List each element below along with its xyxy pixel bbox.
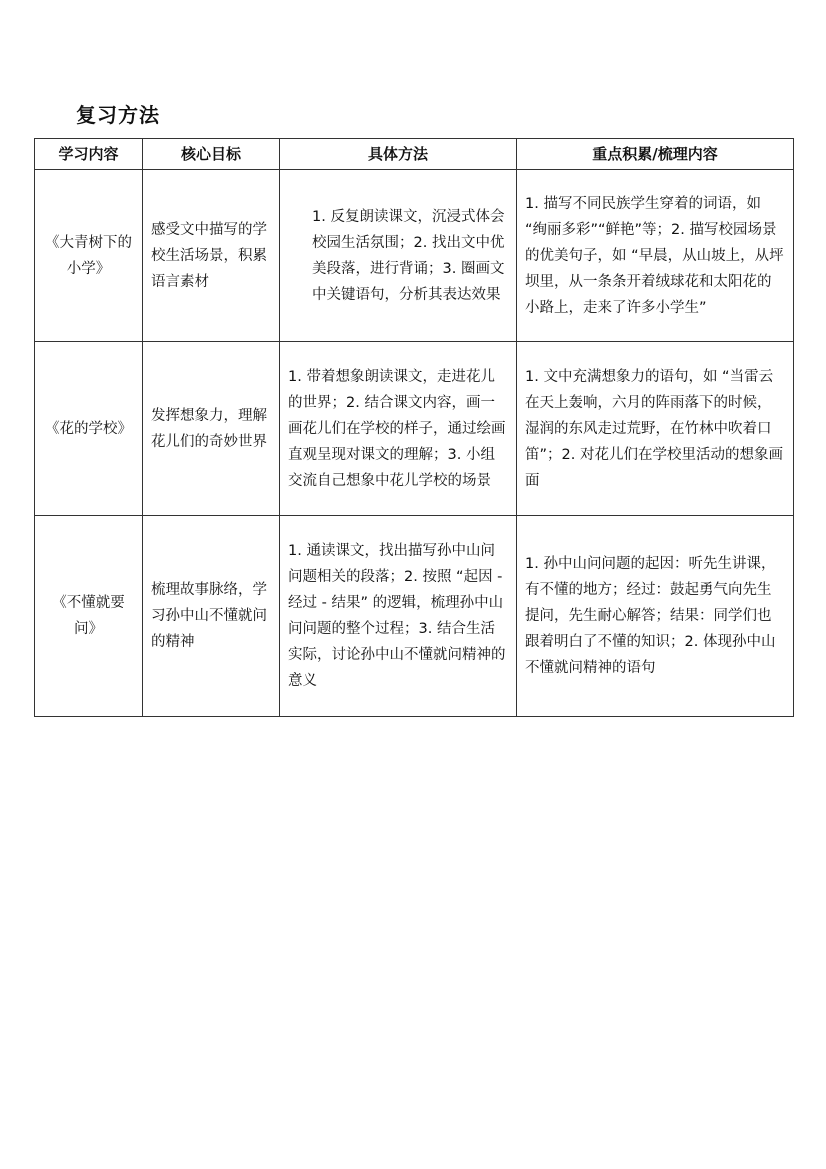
cell-core-goal: 发挥想象力，理解花儿们的奇妙世界 [143, 342, 280, 516]
cell-key-accumulation: 1. 文中充满想象力的语句，如 “当雷云在天上轰响，六月的阵雨落下的时候，湿润的东风走过荒野，在竹林中吹着口笛”；2. 对花儿们在学校里活动的想象画面 [517, 342, 794, 516]
cell-study-content: 《大青树下的小学》 [35, 170, 143, 342]
cell-study-content: 《不懂就要问》 [35, 516, 143, 717]
cell-key-accumulation: 1. 描写不同民族学生穿着的词语，如 “绚丽多彩”“鲜艳”等；2. 描写校园场景的优美句子，如 “早晨，从山坡上，从坪坝里，从一条条开着绒球花和太阳花的小路上，走来了许多小学生” [517, 170, 794, 342]
cell-specific-method: 1. 带着想象朗读课文，走进花儿的世界；2. 结合课文内容，画一画花儿们在学校的样子，通过绘画直观呈现对课文的理解；3. 小组交流自己想象中花儿学校的场景 [280, 342, 517, 516]
header-key-accumulation: 重点积累/梳理内容 [517, 139, 794, 170]
cell-specific-method: 1. 反复朗读课文，沉浸式体会校园生活氛围；2. 找出文中优美段落，进行背诵；3. 圈画文中关键语句，分析其表达效果 [280, 170, 517, 342]
cell-core-goal: 梳理故事脉络，学习孙中山不懂就问的精神 [143, 516, 280, 717]
header-study-content: 学习内容 [35, 139, 143, 170]
header-specific-method: 具体方法 [280, 139, 517, 170]
table-header-row [35, 139, 794, 170]
table-row [35, 516, 794, 717]
cell-core-goal: 感受文中描写的学校生活场景，积累语言素材 [143, 170, 280, 342]
cell-key-accumulation: 1. 孙中山问问题的起因：听先生讲课，有不懂的地方；经过：鼓起勇气向先生提问，先生耐心解答；结果：同学们也跟着明白了不懂的知识；2. 体现孙中山不懂就问精神的语句 [517, 516, 794, 717]
table-row [35, 170, 794, 342]
cell-study-content: 《花的学校》 [35, 342, 143, 516]
cell-specific-method: 1. 通读课文，找出描写孙中山问问题相关的段落；2. 按照 “起因 - 经过 - 结果” 的逻辑，梳理孙中山问问题的整个过程；3. 结合生活实际，讨论孙中山不懂就问精神的意义 [280, 516, 517, 717]
review-methods-table [34, 138, 794, 717]
table-row [35, 342, 794, 516]
page-heading: 复习方法 [76, 103, 160, 127]
header-core-goal: 核心目标 [143, 139, 280, 170]
